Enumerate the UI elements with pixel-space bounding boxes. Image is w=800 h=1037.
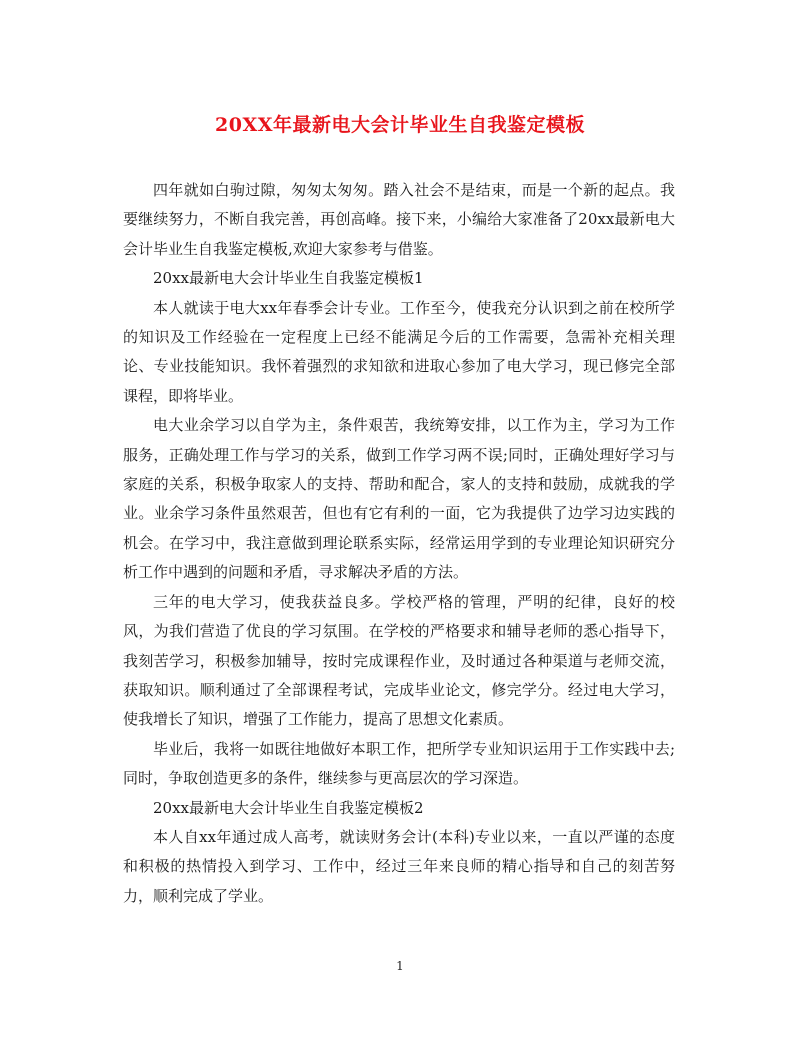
section-heading-2: 20xx最新电大会计毕业生自我鉴定模板2 xyxy=(153,798,424,817)
page-number: 1 xyxy=(396,959,404,973)
body-paragraph: 电大业余学习以自学为主，条件艰苦，我统筹安排，以工作为主，学习为工作服务，正确处理工作与学习的关系，做到工作学习两不误;同时，正确处理好学习与家庭的关系，积极争取家人的支持、帮助和配合，家人的支持和鼓励，成就我的学业。业余学习条件虽然艰苦，但也有它有利的一面，它为我提供了边学习边实践的机会。在学习中，我注意做到理论联系实际，经常运用学到的专业理论知识研究分析工作中遇到的问题和矛盾，寻求解决矛盾的方法。 xyxy=(123,416,675,582)
document-body xyxy=(123,176,675,911)
body-paragraph: 毕业后，我将一如既往地做好本职工作，把所学专业知识运用于工作实践中去;同时，争取创造更多的条件，继续参与更高层次的学习深造。 xyxy=(123,739,675,788)
document-title: 20XX年最新电大会计毕业生自我鉴定模板 xyxy=(215,114,585,136)
body-paragraph: 本人自xx年通过成人高考，就读财务会计(本科)专业以来，一直以严谨的态度和积极的热情投入到学习、工作中，经过三年来良师的精心指导和自己的刻苦努力，顺利完成了学业。 xyxy=(123,827,675,905)
section-heading-1: 20xx最新电大会计毕业生自我鉴定模板1 xyxy=(153,269,424,288)
intro-paragraph: 四年就如白驹过隙，匆匆太匆匆。踏入社会不是结束，而是一个新的起点。我要继续努力，不断自我完善，再创高峰。接下来，小编给大家准备了20xx最新电大会计毕业生自我鉴定模板,欢迎大家参考与借鉴。 xyxy=(123,181,675,258)
body-paragraph: 三年的电大学习，使我获益良多。学校严格的管理，严明的纪律，良好的校风，为我们营造了优良的学习氛围。在学校的严格要求和辅导老师的悉心指导下，我刻苦学习，积极参加辅导，按时完成课程作业，及时通过各种渠道与老师交流，获取知识。顺利通过了全部课程考试，完成毕业论文，修完学分。经过电大学习，使我增长了知识，增强了工作能力，提高了思想文化素质。 xyxy=(123,592,675,729)
body-paragraph: 本人就读于电大xx年春季会计专业。工作至今，使我充分认识到之前在校所学的知识及工作经验在一定程度上已经不能满足今后的工作需要，急需补充相关理论、专业技能知识。我怀着强烈的求知欲和进取心参加了电大学习，现已修完全部课程，即将毕业。 xyxy=(123,298,675,405)
